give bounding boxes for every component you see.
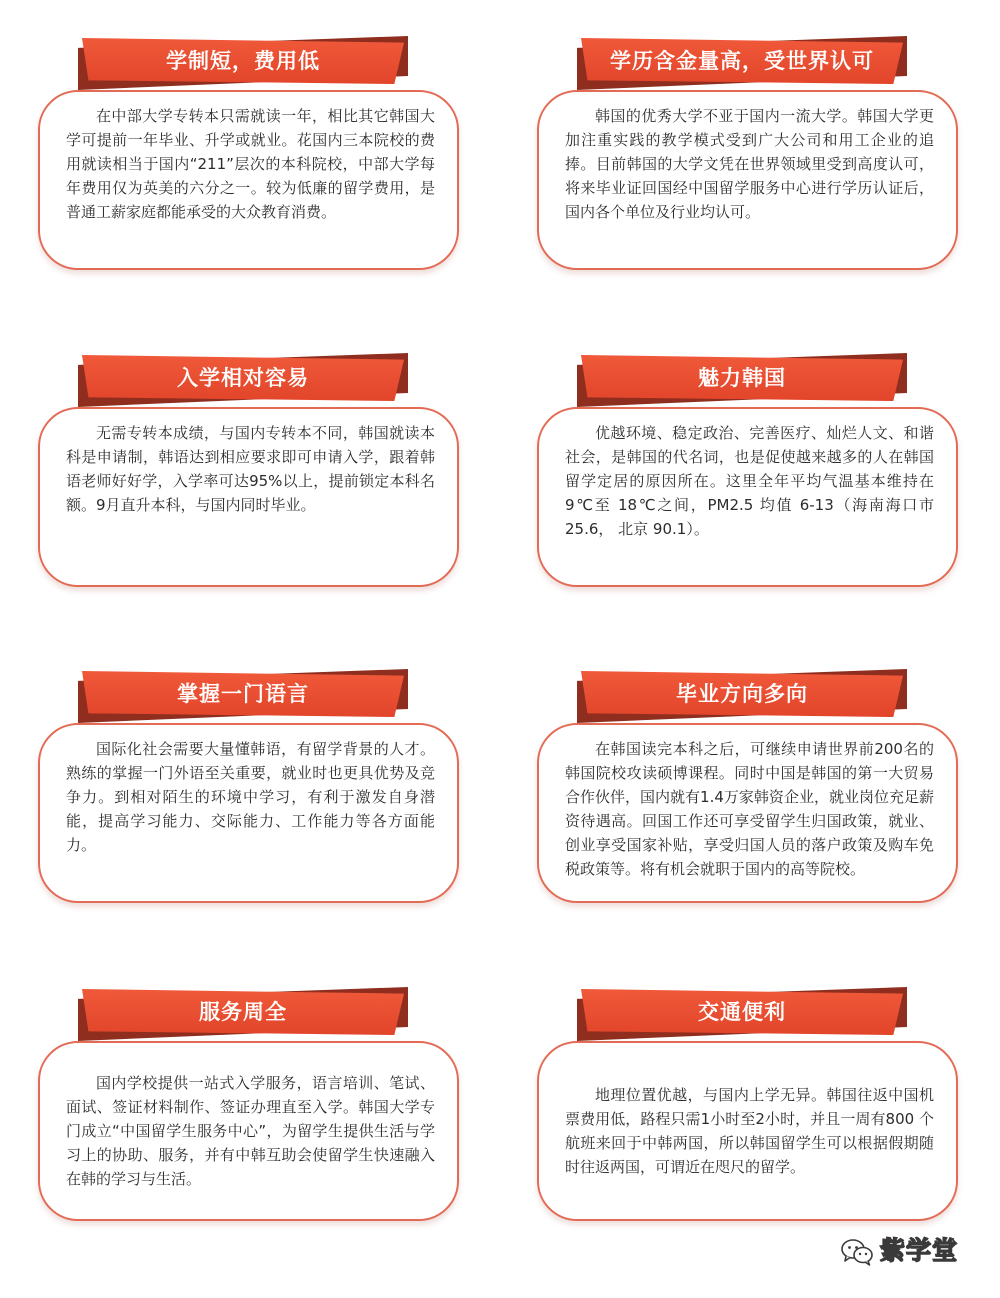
content-box (38, 407, 459, 587)
section-title: 魅力韩国 (698, 366, 786, 390)
section-title: 学制短，费用低 (166, 49, 320, 73)
content-box (537, 1041, 958, 1221)
section-ribbon (577, 36, 907, 90)
content-box (537, 407, 958, 587)
section-ribbon (577, 987, 907, 1041)
section-text: 韩国的优秀大学不亚于国内一流大学。韩国大学更加注重实践的教学模式受到广大公司和用工企业的追捧。目前韩国的大学文凭在世界领域里受到高度认可，将来毕业证回国经中国留学服务中心进行学历认证后，国内各个单位及行业均认可。 (565, 107, 934, 221)
section-text: 无需专转本成绩，与国内专转本不同，韩国就读本科是申请制，韩语达到相应要求即可申请入学，跟着韩语老师好好学，入学率可达95%以上，提前锁定本科名额。9月直升本科，与国内同时毕业。 (66, 424, 435, 514)
wechat-icon (840, 1238, 874, 1266)
section-text: 地理位置优越，与国内上学无异。韩国往返中国机票费用低，路程只需1小时至2小时，并且一周有800 个航班来回于中韩两国，所以韩国留学生可以根据假期随时往返两国，可谓近在咫尺的留学。 (565, 1086, 934, 1176)
content-box (537, 90, 958, 270)
section-text: 在中部大学专转本只需就读一年，相比其它韩国大学可提前一年毕业、升学或就业。花国内三本院校的费用就读相当于国内“211”层次的本科院校，中部大学每年费用仅为英美的六分之一。较为低廉的留学费用，是普通工薪家庭都能承受的大众教育消费。 (66, 107, 435, 221)
section-text: 在韩国读完本科之后，可继续申请世界前200名的韩国院校攻读硕博课程。同时中国是韩国的第一大贸易合作伙伴，国内就有1.4万家韩资企业，就业岗位充足薪资待遇高。回国工作还可享受留学生归国政策，就业、创业享受国家补贴，享受归国人员的落户政策及购车免税政策等。将有机会就职于国内的高等院校。 (565, 740, 934, 878)
section-ribbon (78, 36, 408, 90)
content-box (38, 1041, 459, 1221)
section-title: 入学相对容易 (177, 366, 309, 390)
section-ribbon (577, 353, 907, 407)
section-title: 服务周全 (199, 1000, 287, 1024)
section-title: 毕业方向多向 (676, 682, 808, 706)
watermark-text: 紫学堂 (880, 1236, 959, 1265)
section-ribbon (78, 353, 408, 407)
content-box (537, 723, 958, 903)
section-title: 掌握一门语言 (177, 682, 309, 706)
section-ribbon (78, 669, 408, 723)
section-text: 优越环境、稳定政治、完善医疗、灿烂人文、和谐社会，是韩国的代名词，也是促使越来越多的人在韩国留学定居的原因所在。这里全年平均气温基本维持在 9℃至 18℃之间，PM2.5 均值 6-13（海南海口市 25.6， 北京 90.1）。 (565, 424, 934, 538)
section-ribbon (577, 669, 907, 723)
section-ribbon (78, 987, 408, 1041)
section-title: 交通便利 (698, 1000, 786, 1024)
content-box (38, 723, 459, 903)
section-text: 国际化社会需要大量懂韩语，有留学背景的人才。熟练的掌握一门外语至关重要，就业时也更具优势及竞争力。到相对陌生的环境中学习，有利于激发自身潜能，提高学习能力、交际能力、工作能力等各方面能力。 (66, 740, 435, 854)
watermark (840, 1232, 980, 1272)
content-box (38, 90, 459, 270)
section-text: 国内学校提供一站式入学服务，语言培训、笔试、面试、签证材料制作、签证办理直至入学。韩国大学专门成立“中国留学生服务中心”，为留学生提供生活与学习上的协助、服务，并有中韩互助会使留学生快速融入在韩的学习与生活。 (66, 1074, 435, 1188)
section-title: 学历含金量高，受世界认可 (610, 49, 874, 73)
